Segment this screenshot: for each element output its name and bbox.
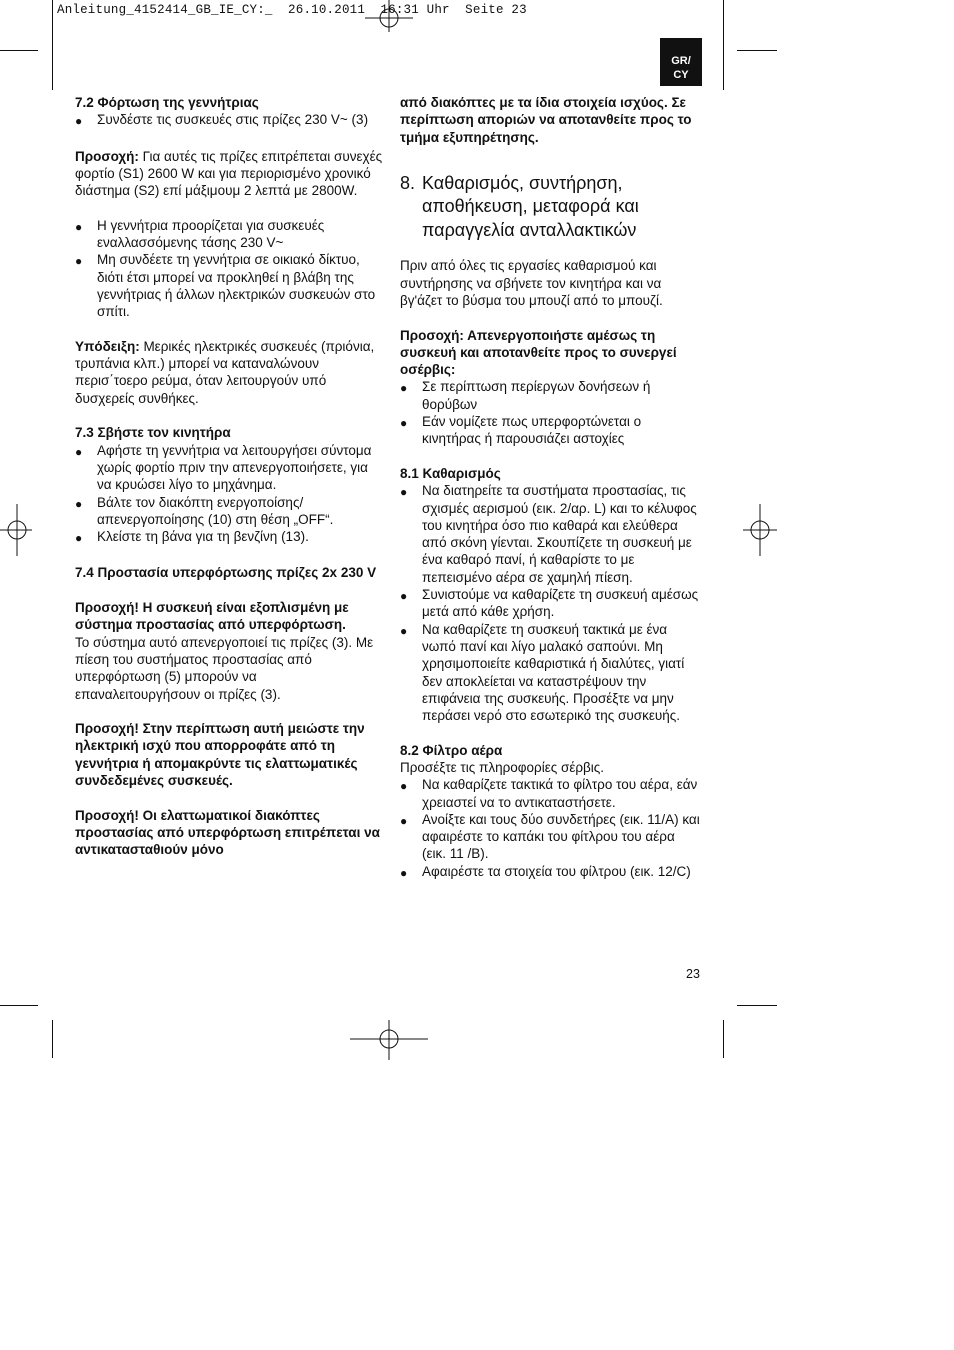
body-paragraph: Προσέξτε τις πληροφορίες σέρβις.	[400, 760, 605, 775]
bullet-text: Η γεννήτρια προορίζεται για συσκευές εναλλασσόμενης τάσης 230 V~	[97, 217, 325, 251]
crop-mark	[723, 1020, 724, 1058]
bullet-text: Βάλτε τον διακόπτη ενεργοποίσης/απενεργοποίησης (10) στη θέση „OFF“.	[97, 494, 334, 527]
bullet-icon	[75, 252, 97, 321]
print-file-header: Anleitung_4152414_GB_IE_CY:_ 26.10.2011 16:31 Uhr Seite 23	[57, 3, 527, 17]
warning-paragraph: Προσοχή: Απενεργοποιήστε αμέσως τη συσκευή και αποτανθείτε προς το συνεργεί οσέρβις:	[400, 327, 677, 378]
bullet-item	[75, 442, 383, 494]
warning-continuation: από διακόπτες με τα ίδια στοιχεία ισχύος. Σε περίπτωση απoριών να αποτανθείτε προς το τμήμα εξυπηρέτησης.	[400, 95, 692, 145]
bullet-item	[400, 482, 702, 586]
bullet-icon	[400, 777, 422, 812]
bullet-icon	[75, 529, 97, 548]
warning-paragraph: Προσοχή! Οι ελαττωματικοί διακόπτες προστασίας από υπερφόρτωση επιτρέπεται να αντικατασταθιούν μόνο	[75, 807, 380, 858]
bullet-item	[400, 621, 702, 725]
bullet-icon	[400, 812, 422, 864]
bullet-item	[75, 494, 383, 529]
bullet-icon	[400, 864, 422, 883]
left-column	[75, 94, 383, 858]
bullet-text: Να καθαρίζετε τακτικά το φίλτρο του αέρα, εάν χρειαστεί να το αντικαταστήσετε.	[422, 777, 698, 810]
bullet-item	[400, 863, 702, 882]
crop-mark	[0, 50, 38, 51]
section-7-4-title: 7.4 Προστασία υπερφόρτωσης πρίζες 2x 230 V	[75, 565, 377, 581]
crop-mark	[723, 0, 724, 90]
hint-paragraph	[75, 338, 383, 407]
badge-line: GR/	[671, 55, 691, 67]
language-badge	[660, 38, 702, 86]
bullet-text: Αφαιρέστε τα στοιχεία του φίλτρου (εικ. 12/C)	[422, 863, 691, 879]
bullet-icon	[400, 587, 422, 622]
bullet-item	[400, 586, 702, 621]
caution-paragraph	[75, 148, 383, 200]
bullet-icon	[400, 414, 422, 449]
bullet-text: Συνιστούμε να καθαρίζετε τη συσκευή αμέσως μετά από κάθε χρήση.	[422, 587, 699, 620]
badge-line: CY	[673, 69, 689, 81]
registration-mark-left	[0, 504, 32, 556]
registration-mark-right	[743, 504, 777, 556]
bullet-icon	[400, 379, 422, 414]
chapter-number: 8.	[400, 172, 416, 193]
registration-mark-top	[365, 0, 413, 32]
bullet-item	[75, 217, 383, 252]
bullet-icon	[75, 218, 97, 253]
bullet-text: Σε περίπτωση περίεργων δονήσεων ή θορύβων	[422, 379, 651, 412]
bullet-text: Κλείστε τη βάνα για τη βενζίνη (13).	[97, 529, 309, 545]
bullet-text: Αφήστε τη γεννήτρια να λειτουργήσει σύντομα χωρίς φορτίο πριν την απενεργοποιήσετε, για να κρυώσει λίγο το μηχάνημα.	[97, 442, 372, 493]
body-paragraph: Πριν από όλες τις εργασίες καθαρισμού και συντήρησης να σβήνετε τον κινητήρα και να βγ'άζετ το βύσμα του μπουζί από το μπουζί.	[400, 258, 663, 308]
bullet-text: Μη συνδέετε τη γεννήτρια σε οικιακό δίκτυο, διότι έτσι μπορεί να προκληθεί η βλάβη της γεννήτριας ή άλλων ηλεκτρικών συσκευών στο σπίτι.	[97, 252, 376, 320]
bullet-item	[400, 811, 702, 863]
caution-label: Προσοχή:	[75, 148, 139, 164]
warning-paragraph: Προσοχή! Η συσκευή είναι εξοπλισμένη με σύστημα προστασίας από υπερφόρτωση.	[75, 600, 349, 633]
hint-text: Μερικές ηλεκτρικές συσκευές (πριόνια, τρυπάνια κλπ.) μπορεί να καταναλώνουν περισ΄τοερο ρεύμα, όταν λειτουργούν υπό δυσχερείς συνθήκες.	[75, 338, 375, 406]
right-column	[400, 94, 702, 882]
section-8-1-title: 8.1 Καθαρισμός	[400, 465, 501, 481]
bullet-item	[400, 413, 702, 448]
section-7-3-title: 7.3 Σβήστε τον κινητήρα	[75, 425, 231, 441]
bullet-text: Ανοίξτε και τους δύο συνδετήρες (εικ. 11/A) και αφαιρέστε το καπάκι του φίτλρου του αέρα (εικ. 11 /B).	[422, 811, 700, 862]
bullet-icon	[75, 495, 97, 530]
section-7-2-title: 7.2 Φόρτωση της γεννήτριας	[75, 95, 259, 110]
caution-text: Για αυτές τις πρίζες επιτρέπεται συνεχές φορτίο (S1) 2600 W και για περιορισμένο χρονικό διάστημα (S2) επί μάξιμουμ 2 λεπτά με 2800W.	[75, 148, 383, 199]
page-number: 23	[686, 967, 700, 981]
crop-mark	[737, 1005, 777, 1006]
warning-paragraph: Προσοχή! Στην περίπτωση αυτή μειώστε την ηλεκτρική ισχύ που απορροφάτε από τη γεννήτρια ή απομακρύντε τις ελαττωματικές συνδεδεμένες συσκευές.	[75, 721, 365, 788]
bullet-item	[75, 251, 383, 320]
section-8-2-title: 8.2 Φίλτρο αέρα	[400, 742, 503, 758]
hint-label: Υπόδειξη:	[75, 338, 140, 354]
crop-mark	[737, 50, 777, 51]
bullet-item	[75, 528, 383, 547]
chapter-8-heading	[400, 172, 702, 243]
crop-mark	[52, 0, 53, 90]
crop-mark	[52, 1020, 53, 1058]
bullet-text: Να διατηρείτε τα συστήματα προστασίας, τις σχισμές αερισμού (εικ. 2/αρ. L) και το κέλυφος του κινητήρα όσο πιο καθαρά και ελεύθερα από σκόνη γίενται. Σκουπίζετε τη συσκευή με ένα καθαρό πανί, ή καθαρίστε το με πεπεισμένο αέρα σε χαμηλή πίεση.	[422, 483, 697, 585]
bullet-icon	[75, 112, 97, 131]
bullet-item	[75, 111, 383, 130]
bullet-text: Εάν νομίζετε πως υπερφορτώνεται ο κινητήρας ή παρουσιάζει αστοχίες	[422, 414, 642, 447]
bullet-icon	[75, 443, 97, 495]
crop-mark	[0, 1005, 38, 1006]
chapter-title: Καθαρισμός, συντήρηση, αποθήκευση, μεταφορά και παραγγελία ανταλλακτικών	[422, 172, 639, 240]
bullet-text: Συνδέστε τις συσκευές στις πρίζες 230 V~ (3)	[97, 112, 369, 128]
bullet-item	[400, 378, 702, 413]
bullet-item	[400, 776, 702, 811]
registration-mark-bottom	[350, 1020, 428, 1060]
bullet-icon	[400, 483, 422, 587]
body-paragraph: Το σύστημα αυτό απενεργοποιεί τις πρίζες (3). Με πίεση του συστήματος προστασίας από υπερφόρτωση (5) μπορούν να επαναλειτουργήσουν οι πρίζες (3).	[75, 634, 374, 702]
bullet-text: Να καθαρίζετε τη συσκευή τακτικά με ένα νωπό πανί και λίγο μαλακό σαπούνι. Μη χρησιμοποιείτε καθαριστικά ή διαλύτες, γιατί δεν αποκλείεται να καταστρέψουν την επιφάνεια της συσκευής. Προσέξτε να μην περάσει νερό στο εσωτερικό της συσκευής.	[422, 621, 685, 724]
bullet-icon	[400, 622, 422, 726]
